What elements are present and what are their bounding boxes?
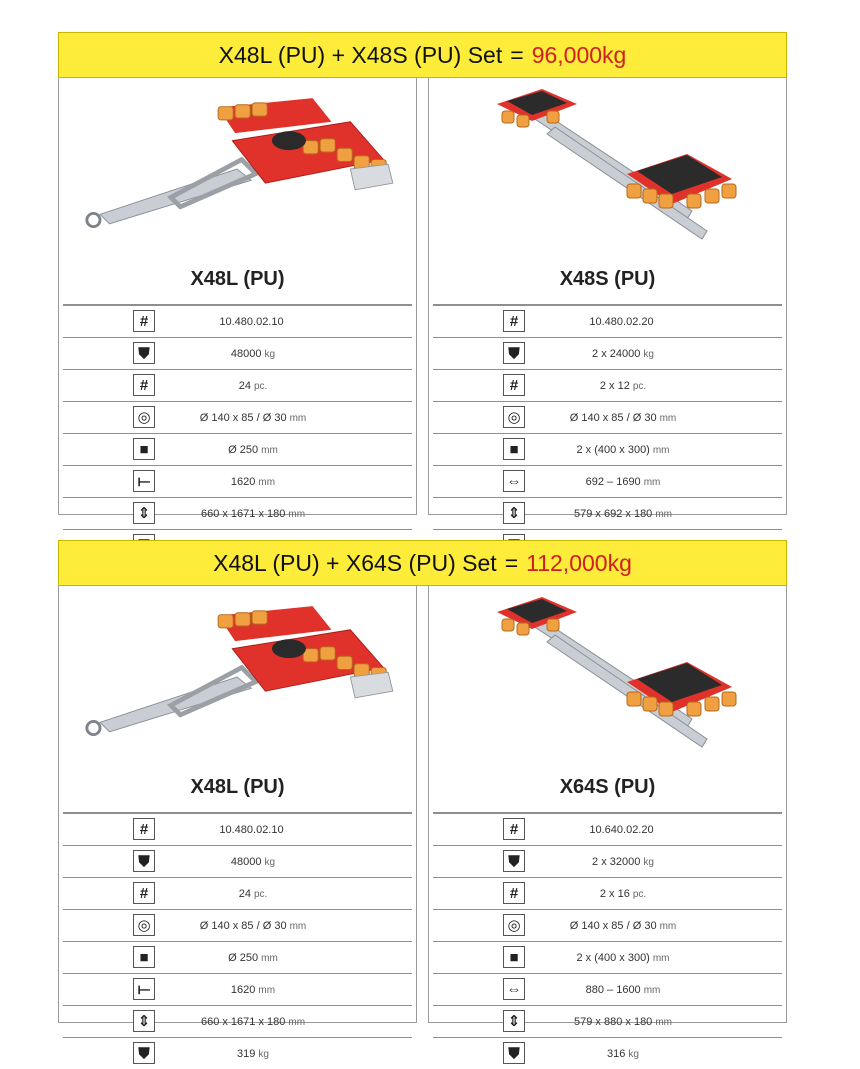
spec-value [543,380,703,392]
spec-unit: mm [288,508,306,520]
spec-unit: pc. [632,380,647,392]
product-card [58,78,417,522]
spec-table [63,304,412,561]
spec-value-text: Ø 140 x 85 / Ø 30 [569,919,657,932]
spec-unit: mm [289,920,307,932]
spec-value [543,952,703,964]
spec-value-text: 579 x 692 x 180 [574,507,653,520]
spec-value [543,412,703,424]
spec-value [173,444,333,456]
spec-value-text: 660 x 1671 x 180 [200,507,286,520]
spec-unit: pc. [253,380,268,392]
spec-value-text: 692 – 1690 [585,475,641,488]
set-banner-total: 96,000kg [531,41,627,68]
spec-unit: mm [659,412,677,424]
spec-value-text: 2 x (400 x 300) [576,951,650,964]
spec-row [433,973,782,1005]
spec-row [63,812,412,845]
spec-row [63,304,412,337]
spec-value [543,1048,703,1060]
set-banner [58,540,787,586]
spec-value [543,1016,703,1028]
spec-unit: kg [264,856,276,868]
spec-value [173,380,333,392]
spec-table [433,812,782,1069]
spec-row [63,941,412,973]
set-1 [58,32,787,522]
spec-value [173,888,333,900]
spec-unit: pc. [253,888,268,900]
plate-dimension-icon: ■ [133,946,155,968]
spec-row [63,401,412,433]
spec-value-text: 319 [237,1047,256,1060]
spec-value-text: 2 x 32000 [592,855,641,868]
spec-value [543,316,703,328]
spec-value [543,508,703,520]
spec-row [433,909,782,941]
roller-dimension-icon: ◎ [133,406,155,428]
spec-value [543,984,703,996]
overall-dimension-icon: ⇕ [133,1010,155,1032]
spec-value-text: 1620 [230,475,256,488]
spec-unit: mm [652,952,670,964]
spec-value [173,1048,333,1060]
spec-row [63,433,412,465]
length-icon: ⟝ [133,978,155,1000]
spec-value-text: 10.480.02.10 [219,315,284,328]
product-title: X48L (PU) [190,268,285,290]
roller-count-icon: # [133,882,155,904]
long-skate-image [67,592,407,762]
spec-value [173,824,333,836]
spec-value-text: 2 x (400 x 300) [576,443,650,456]
spec-value [543,920,703,932]
spec-value-text: 10.640.02.20 [589,823,654,836]
spec-unit: mm [258,476,276,488]
spec-row [433,1037,782,1069]
spec-unit: mm [643,984,661,996]
roller-dimension-icon: ◎ [503,406,525,428]
roller-dimension-icon: ◎ [503,914,525,936]
spec-value [173,984,333,996]
spec-row [433,401,782,433]
spec-value-text: 316 [607,1047,626,1060]
spec-table [63,812,412,1069]
roller-dimension-icon: ◎ [133,914,155,936]
load-capacity-icon: ⛊ [133,342,155,364]
spec-value [173,508,333,520]
spec-row [63,973,412,1005]
short-skate-image [437,592,777,762]
roller-count-icon: # [503,374,525,396]
overall-dimension-icon: ⇕ [133,502,155,524]
spec-unit: kg [264,348,276,360]
spec-value [543,476,703,488]
spec-unit: kg [258,1048,269,1060]
short-skate-image [437,84,777,254]
spec-row [433,433,782,465]
spec-value-text: 1620 [230,983,256,996]
product-card [428,586,787,1062]
spec-unit: mm [652,444,670,456]
spec-row [433,497,782,529]
spec-value [173,476,333,488]
load-capacity-icon: ⛊ [133,850,155,872]
spec-unit: kg [643,856,654,868]
spec-value-text: 24 [238,379,251,392]
product-card [58,586,417,1062]
spec-row [433,877,782,909]
spec-value [543,856,703,868]
overall-dimension-icon: ⇕ [503,1010,525,1032]
spec-value [173,348,333,360]
weight-icon: ⛊ [133,1042,155,1064]
spec-unit: mm [659,920,677,932]
spec-value-text: 880 – 1600 [585,983,641,996]
spec-value-text: 2 x 24000 [592,347,641,360]
spec-row [433,369,782,401]
set-banner-label: X48L (PU) + X48S (PU) Set [218,41,503,68]
spec-row [63,337,412,369]
set-banner-equals: = [510,41,524,68]
spec-value-text: 10.480.02.20 [589,315,654,328]
spec-row [63,1005,412,1037]
spec-unit: mm [258,984,276,996]
spec-value [543,444,703,456]
spec-unit: mm [288,1016,306,1028]
spec-value-text: 660 x 1671 x 180 [200,1015,286,1028]
spec-row [63,465,412,497]
spec-value-text: 579 x 880 x 180 [574,1015,653,1028]
spec-unit: mm [289,412,307,424]
spec-value-text: 10.480.02.10 [219,823,284,836]
plate-dimension-icon: ■ [133,438,155,460]
spec-value-text: Ø 140 x 85 / Ø 30 [569,411,657,424]
spec-unit: mm [655,508,672,520]
spec-row [433,465,782,497]
set-banner-label: X48L (PU) + X64S (PU) Set [213,549,497,576]
spec-value [173,412,333,424]
spec-unit: mm [261,444,278,456]
load-capacity-icon: ⛊ [503,850,525,872]
spec-row [63,497,412,529]
spec-value [543,888,703,900]
hash-icon: # [133,818,155,840]
spec-unit: mm [261,952,278,964]
product-title: X48S (PU) [559,268,656,290]
spec-value-text: 2 x 12 [599,379,630,392]
product-card [428,78,787,522]
long-skate-image [67,84,407,254]
spec-value [543,824,703,836]
hash-icon: # [133,310,155,332]
spec-unit: kg [628,1048,639,1060]
adjustable-span-icon: ⇔ [503,978,525,1000]
spec-row [433,941,782,973]
spec-value [173,316,333,328]
spec-row [63,369,412,401]
spec-row [433,812,782,845]
spec-unit: kg [643,348,654,360]
spec-value [173,1016,333,1028]
spec-value-text: 48000 [230,347,262,360]
set-2 [58,540,787,1062]
hash-icon: # [503,818,525,840]
spec-value-text: 48000 [230,855,262,868]
length-icon: ⟝ [133,470,155,492]
spec-value [173,920,333,932]
spec-table [433,304,782,561]
spec-unit: pc. [632,888,647,900]
spec-value-text: 2 x 16 [599,887,630,900]
product-title: X64S (PU) [559,776,656,798]
weight-icon: ⛊ [503,1042,525,1064]
spec-unit: mm [643,476,661,488]
overall-dimension-icon: ⇕ [503,502,525,524]
roller-count-icon: # [503,882,525,904]
spec-row [63,877,412,909]
spec-row [63,1037,412,1069]
spec-value-text: Ø 140 x 85 / Ø 30 [199,411,287,424]
spec-row [63,909,412,941]
spec-value-text: 24 [238,887,251,900]
spec-value-text: Ø 250 [228,443,259,456]
spec-row [433,845,782,877]
spec-value-text: Ø 140 x 85 / Ø 30 [199,919,287,932]
spec-value [543,348,703,360]
product-title: X48L (PU) [190,776,285,798]
spec-value-text: Ø 250 [228,951,259,964]
hash-icon: # [503,310,525,332]
spec-row [433,337,782,369]
spec-row [63,845,412,877]
set-banner-equals: = [504,549,519,576]
spec-row [433,1005,782,1037]
spec-row [433,304,782,337]
plate-dimension-icon: ■ [503,946,525,968]
set-banner [58,32,787,78]
spec-unit: mm [655,1016,672,1028]
spec-value [173,952,333,964]
product-row [58,78,787,522]
load-capacity-icon: ⛊ [503,342,525,364]
product-row [58,586,787,1062]
set-banner-total: 112,000kg [526,549,632,576]
adjustable-span-icon: ⇔ [503,470,525,492]
roller-count-icon: # [133,374,155,396]
spec-value [173,856,333,868]
plate-dimension-icon: ■ [503,438,525,460]
